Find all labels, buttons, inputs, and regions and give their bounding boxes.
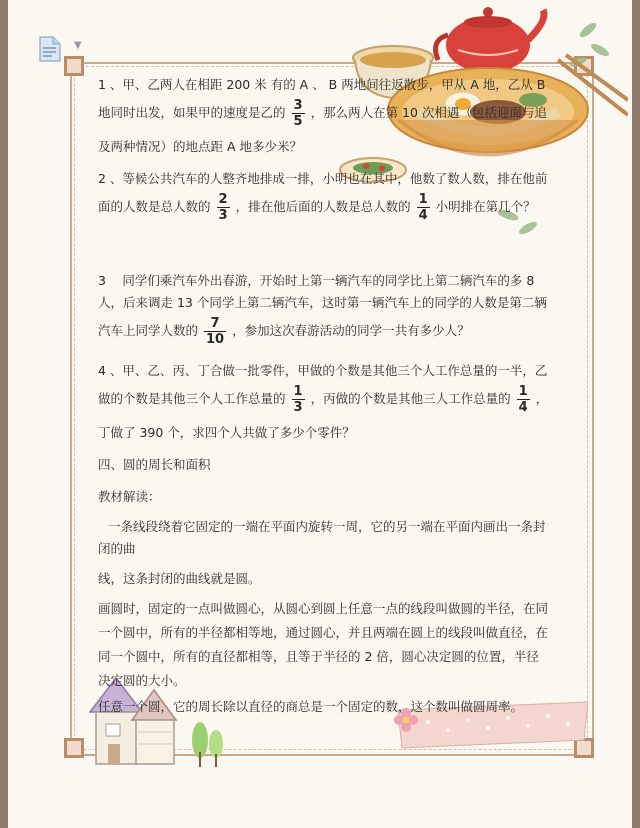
definition-line: 一条线段绕着它固定的一端在平面内旋转一周，它的另一端在平面内画出一条封 (108, 519, 546, 534)
fraction-numerator: 1 (518, 384, 528, 399)
fraction-denominator: 4 (418, 208, 428, 223)
fraction (292, 98, 305, 129)
paragraph-line: 画圆时，固定的一点叫做圆心，从圆心到圆上任意一点的线段叫做圆的半径，在同 (98, 601, 549, 616)
fraction-numerator: 7 (204, 316, 226, 332)
fraction-numerator: 3 (293, 98, 303, 113)
document-page (8, 0, 632, 828)
problem-text: ，丙做的个数是其他三人工作总量的 (310, 391, 511, 406)
problem-4-line: 4 、甲、乙、丙、丁合做一批零件，甲做的个数是其他三个人工作总量的一半，乙 (98, 363, 548, 378)
fraction (517, 384, 530, 415)
problem-1-line: 1 、甲、乙两人在相距 200 米 有的 A 、 B 两地间往返散步，甲从 A 地，乙从 B (98, 77, 546, 92)
fraction-numerator: 1 (293, 384, 303, 399)
problem-text: 汽车上同学人数的 (98, 323, 199, 338)
problem-4-line: 丁做了 390 个，求四个人共做了多少个零件？ (98, 425, 355, 440)
problem-text: ，排在他后面的人数是总人数的 (235, 199, 411, 214)
problem-3-line (98, 316, 568, 347)
fraction (217, 192, 230, 223)
fraction-denominator: 5 (293, 114, 303, 129)
problem-3-line: 人，后来调走 13 个同学上第二辆汽车，这时第一辆汽车上的同学的人数是第二辆 (98, 295, 547, 310)
fraction (292, 384, 305, 415)
problem-2-line: 2 、等候公共汽车的人整齐地排成一排，小明也在其中，他数了数人数，排在他前 (98, 171, 548, 186)
fraction-numerator: 2 (218, 192, 228, 207)
fraction-denominator: 4 (518, 400, 528, 415)
problem-1-line: 及两种情况）的地点距 A 地多少米？ (98, 139, 302, 154)
fraction (417, 192, 430, 223)
problem-1-line (98, 98, 568, 129)
paragraph-line: 决定圆的大小。 (98, 673, 186, 688)
fraction (204, 316, 226, 347)
problem-text: ，那么两人在第 10 次相遇（包括迎面与追 (310, 105, 547, 120)
problem-text: 小明排在第几个？ (435, 199, 536, 214)
problem-3-line: 3 同学们乘汽车外出春游，开始时上第一辆汽车的同学比上第二辆汽车的多 8 (98, 273, 535, 288)
fraction-denominator: 3 (218, 208, 228, 223)
problem-text: 做的个数是其他三个人工作总量的 (98, 391, 286, 406)
fraction-denominator: 10 (206, 332, 225, 347)
definition-line: 闭的曲 (98, 541, 136, 556)
paragraph-line: 同一个圆中，所有的直径都相等，且等于半径的 2 倍，圆心决定圆的位置，半径 (98, 649, 539, 664)
problem-text: 地同时出发，如果甲的速度是乙的 (98, 105, 286, 120)
fraction-numerator: 1 (418, 192, 428, 207)
problem-text: 面的人数是总人数的 (98, 199, 211, 214)
problem-4-line (98, 384, 568, 415)
problem-text: ， (535, 391, 549, 406)
fraction-denominator: 3 (293, 400, 303, 415)
definition-line: 线，这条封闭的曲线就是圆。 (98, 571, 261, 586)
problem-text: ，参加这次春游活动的同学一共有多少人？ (232, 323, 470, 338)
problem-2-line (98, 192, 568, 223)
chevron-down-icon[interactable]: ▼ (74, 40, 82, 51)
section-heading: 四、圆的周长和面积 (98, 457, 211, 472)
frame-corner-ornament (64, 56, 84, 76)
document-icon[interactable] (38, 36, 62, 62)
frame-corner-ornament (64, 738, 84, 758)
paragraph-line: 一个圆中，所有的半径都相等地，通过圆心，并且两端在圆上的线段叫做直径，在 (98, 625, 549, 640)
paragraph-line: 任意一个圆，它的周长除以直径的商总是一个固定的数，这个数叫做圆周率。 (98, 699, 524, 714)
section-subheading: 教材解读： (98, 489, 161, 504)
